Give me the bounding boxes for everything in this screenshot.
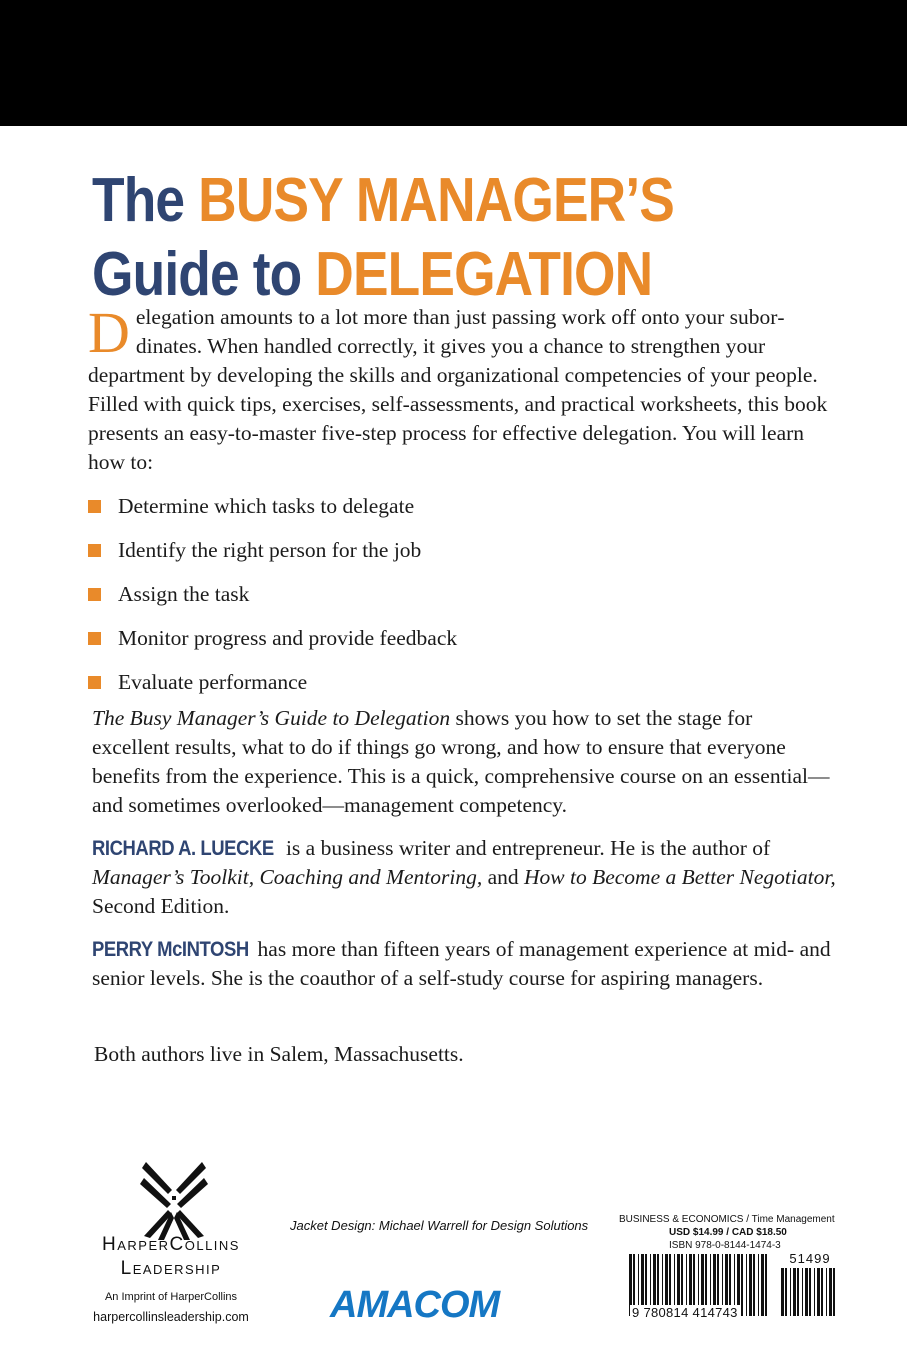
list-item-label: Determine which tasks to delegate [118,493,415,518]
title-busy-managers: BUSY MANAGER’S [198,166,674,235]
summary-text: shows you how to set the stage for excellent results, what to do if things go wrong, and how to ensure that everyone benefits from the experience. This is a quick, comprehensive course on an essential—and sometimes overlooked—management competency. [92,706,830,817]
list-item-label: Monitor progress and provide feedback [118,625,458,650]
jacket-design-credit: Jacket Design: Michael Warrell for Design Solutions [290,1218,589,1233]
drop-cap: D [88,300,130,365]
harpercollins-logo-icon [138,1160,210,1240]
closing-line: Both authors live in Salem, Massachusetts. [94,1042,464,1066]
learning-list [88,484,457,704]
title-the: The [92,166,185,235]
list-item [88,484,457,528]
author-name-luecke: RICHARD A. LUECKE [92,837,274,860]
intro-text: elegation amounts to a lot more than just passing work off onto your subordinates. When handled correctly, it gives you a chance to strengthen your department by developing the skills and organizational competencies of your people. Filled with quick tips, exercises, self-assessments, and practical worksheets, this book presents an easy-to-master five-step process for effective delegation. You will learn how to: [88,305,828,474]
list-item [88,660,457,704]
summary-book-title: The Busy Manager’s Guide to Delegation [92,706,451,730]
book-title [92,164,674,312]
author-name-mcintosh: PERRY McINTOSH [92,938,249,961]
bullet-square-icon [88,588,101,601]
title-guide-to: Guide to [92,240,302,309]
barcode-number: 9 780814 414743 [632,1305,738,1320]
list-item [88,528,457,572]
bio-text: and [482,865,524,889]
list-item [88,572,457,616]
amacom-logo: AMACOM [330,1284,500,1326]
publisher-name-line2: Leadership [120,1258,222,1279]
bio-book-titles: Manager’s Toolkit, Coaching and Mentoring, [92,865,483,889]
publisher-name [84,1233,258,1281]
title-delegation: DELEGATION [315,240,653,309]
bullet-square-icon [88,544,101,557]
price-label: USD $14.99 / CAD $18.50 [669,1227,787,1238]
barcode-addon-number: 51499 [789,1251,831,1266]
list-item [88,616,457,660]
bio-book-title: How to Become a Better Negotiator, [524,865,836,889]
category-label: BUSINESS & ECONOMICS / Time Management [619,1214,835,1225]
publisher-name-line1: HarperCollins [102,1234,240,1255]
publisher-imprint [84,1287,258,1327]
bullet-square-icon [88,500,101,513]
bio-text: is a business writer and entrepreneur. He is the author of [280,836,771,860]
author-bio-luecke [92,834,837,921]
summary-paragraph [92,704,832,820]
intro-paragraph [88,300,838,477]
bullet-square-icon [88,676,101,689]
bio-text: has more than fifteen years of management experience at mid- and senior levels. She is the coauthor of a self-study course for aspiring managers. [92,937,831,990]
top-black-band [0,0,907,126]
list-item-label: Assign the task [118,581,250,606]
author-bio-mcintosh [92,935,837,993]
imprint-text: An Imprint of HarperCollins [104,1291,238,1303]
bullet-square-icon [88,632,101,645]
list-item-label: Evaluate performance [118,669,308,694]
publisher-url: harpercollinsleadership.com [93,1310,249,1324]
price-block [619,1213,859,1252]
barcode-addon-icon [780,1268,840,1316]
list-item-label: Identify the right person for the job [118,537,422,562]
isbn-label: ISBN 978-0-8144-1474-3 [669,1240,781,1251]
bio-text: Second Edition. [92,894,230,918]
